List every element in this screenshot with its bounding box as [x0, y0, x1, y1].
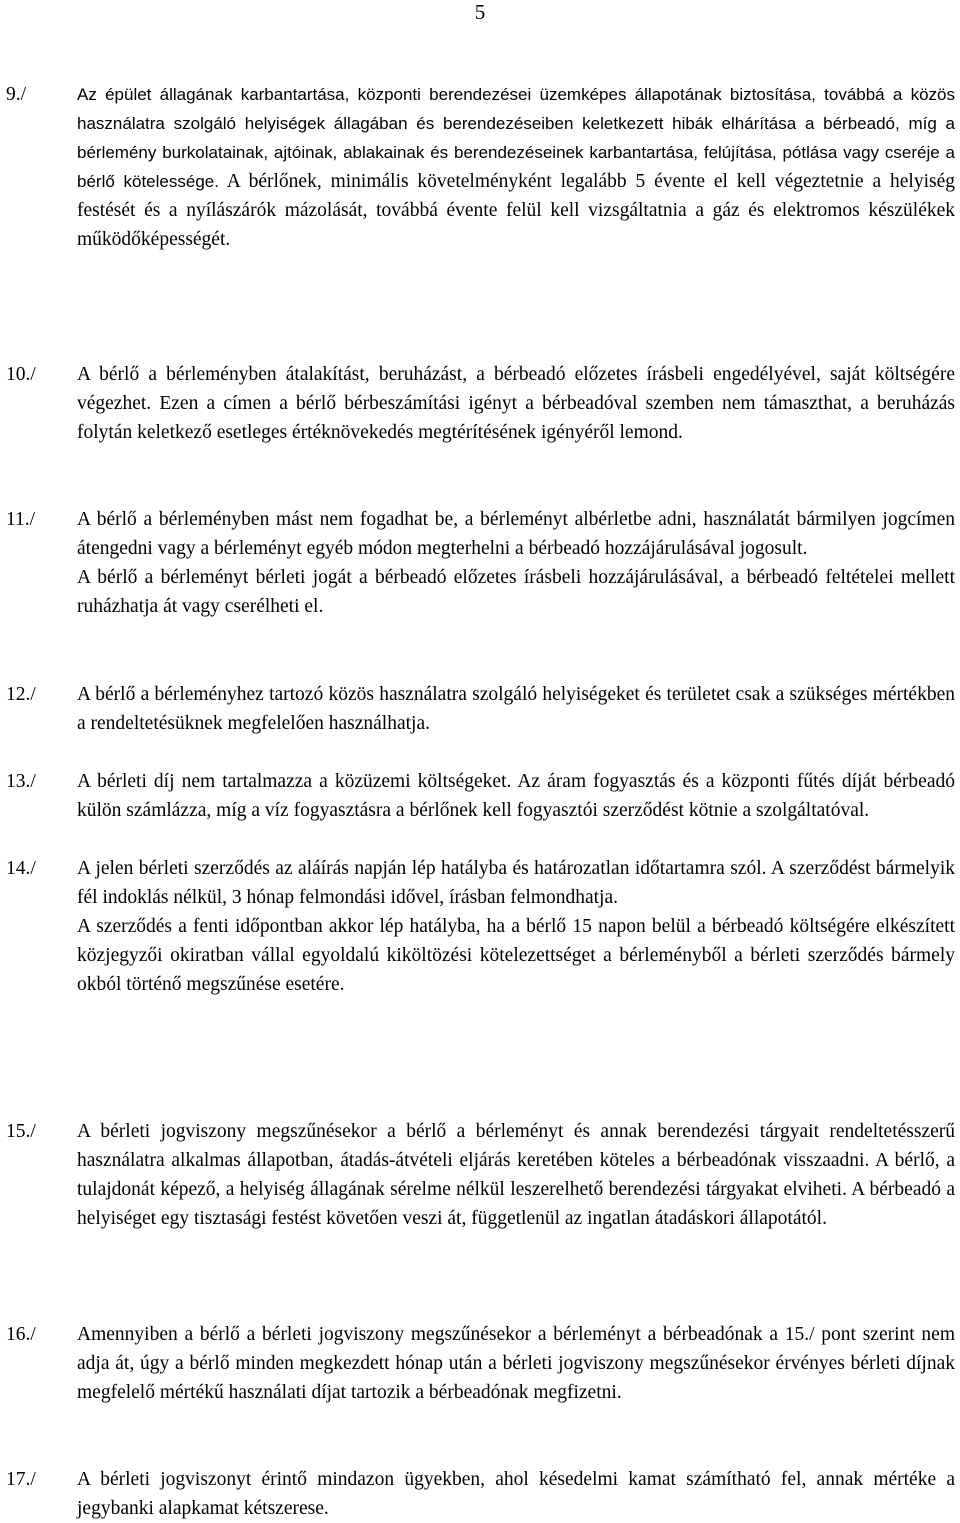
clause-text [77, 505, 955, 621]
clause-number: 15./ [6, 1121, 36, 1142]
clause-paragraph: A jelen bérleti szerződés az aláírás napján lép hatályba és határozatlan időtartamra szól. A szerződést bármelyik fél indoklás nélkül, 3 hónap felmondási idővel, írásban felmondhatja. [77, 858, 955, 908]
clause-paragraph: A szerződés a fenti időpontban akkor lép hatályba, ha a bérlő 15 napon belül a bérbeadó költségére elkészített közjegyzői okiratban vállal egyoldalú kiköltözési kötelezettséget a bérleményből a bérleti szerződés bármely okból történő megszűnése esetére. [77, 916, 955, 995]
clause-paragraph: A bérleti jogviszonyt érintő mindazon ügyekben, ahol késedelmi kamat számítható fel, annak mértéke a jegybanki alapkamat kétszerese. [77, 1469, 955, 1519]
clause-text [77, 1465, 955, 1523]
clause-text [77, 360, 955, 447]
page-number: 5 [474, 0, 486, 24]
clause-text [77, 680, 955, 738]
clause-text [77, 1117, 955, 1233]
clause-number: 10./ [6, 364, 36, 385]
clause-number: 16./ [6, 1324, 36, 1345]
clause-paragraph: Amennyiben a bérlő a bérleti jogviszony megszűnésekor a bérleményt a bérbeadónak a 15./ pont szerint nem adja át, úgy a bérlő minden megkezdett hónap után a bérleti jogviszony megszűnésekor érvényes bérleti díjnak megfelelő mértékű használati díjat tartozik a bérbeadónak megfizetni. [77, 1324, 955, 1403]
clause-paragraph: A bérleti jogviszony megszűnésekor a bérlő a bérleményt és annak berendezési tárgyait rendeltetésszerű használatra alkalmas állapotban, átadás-átvételi eljárás keretében köteles a bérbeadónak visszaadni. A bérlő, a tulajdonát képező, a helyiség állagának sérelme nélkül leszerelhető berendezési tárgyakat elviheti. A bérbeadó a helyiséget egy tisztasági festést követően veszi át, függetlenül az ingatlan átadáskori állapotától. [77, 1121, 955, 1229]
clause-number: 17./ [6, 1469, 36, 1490]
clause-paragraph: A bérlő a bérleményt bérleti jogát a bérbeadó előzetes írásbeli hozzájárulásával, a bérbeadó feltételei mellett ruházhatja át vagy cserélheti el. [77, 567, 955, 617]
clause-paragraph: A bérleti díj nem tartalmazza a közüzemi költségeket. Az áram fogyasztás és a központi fűtés díját bérbeadó külön számlázza, míg a víz fogyasztásra a bérlőnek kell fogyasztói szerződést kötnie a szolgáltatóval. [77, 771, 955, 821]
clause-number: 14./ [6, 858, 36, 879]
clause-number: 11./ [6, 509, 36, 530]
clause-text-serif-part: A bérlőnek, minimális követelményként legalább 5 évente el kell végeztetnie a helyiség festését és a nyílászárók mázolását, továbbá évente felül kell vizsgáltatnia a gáz és elektromos készülékek működőképességét. [77, 171, 955, 250]
clause-number: 9./ [6, 84, 27, 105]
clause-number: 12./ [6, 684, 36, 705]
clause-text [77, 854, 955, 999]
clause-number: 13./ [6, 771, 36, 792]
clause-text [77, 80, 955, 254]
clause-text [77, 767, 955, 825]
clause-paragraph: A bérlő a bérleményben mást nem fogadhat be, a bérleményt albérletbe adni, használatát bármilyen jogcímen átengedni vagy a bérleményt egyéb módon megterhelni a bérbeadó hozzájárulásával jogosult. [77, 509, 955, 559]
clause-text [77, 1320, 955, 1407]
clause-text-sans-part: Az épület állagának karbantartása, központi berendezései üzemképes állapotának biztosítása, továbbá a közös használatra szolgáló helyiségek állagában és berendezéseiben keletkezett hibák elhárítása a bérbeadó, míg a bérlemény burkolatainak, ajtóinak, ablakainak és berendezéseinek karbantartása, felújítása, pótlása vagy cseréje a bérlő kötelessége. [77, 85, 955, 191]
clause-paragraph: A bérlő a bérleményben átalakítást, beruházást, a bérbeadó előzetes írásbeli engedélyével, saját költségére végezhet. Ezen a címen a bérlő bérbeszámítási igényt a bérbeadóval szemben nem támaszthat, a beruházás folytán keletkező esetleges értéknövekedés megtérítésének igényéről lemond. [77, 364, 955, 443]
clause-paragraph: A bérlő a bérleményhez tartozó közös használatra szolgáló helyiségeket és területet csak a szükséges mértékben a rendeltetésüknek megfelelően használhatja. [77, 684, 955, 734]
